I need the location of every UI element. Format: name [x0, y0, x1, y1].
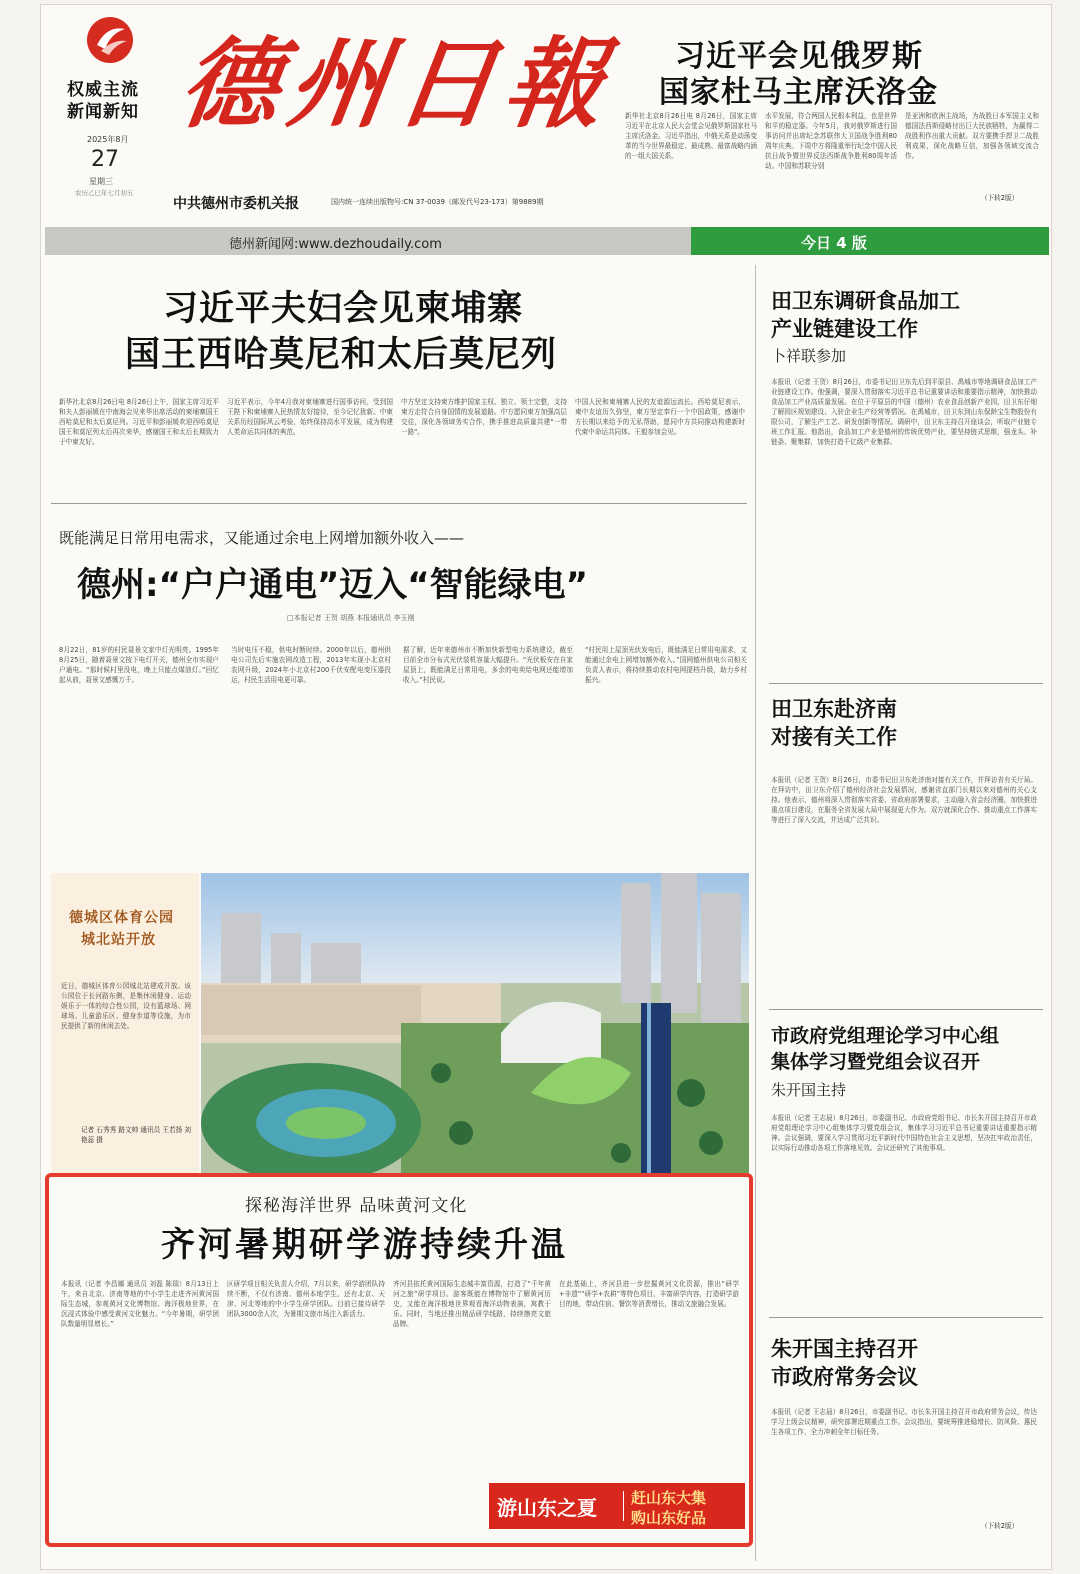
issue-lunar-date: 农历乙巳年七月初五 [75, 189, 134, 197]
story-three-col-2: 当时电压不稳，供电时断时续。2000年以后，德州供电公司先后实施农网改造工程，2013年实现小北京村农网升级，2024年小北京村200千伏安配电变压器投运，村民生活用电更可靠。 [231, 646, 391, 684]
story-two-col-4: 中国人民和柬埔寨人民的友谊源远流长。西哈莫尼表示，柬中友谊历久弥坚，柬方坚定奉行一个中国政策，感谢中方长期以来给予的无私帮助，愿同中方共同推动构建新时代柬中命运共同体。王毅参加会见。 [575, 398, 745, 436]
story-two-headline-line-1: 习近平夫妇会见柬埔寨 [163, 289, 524, 329]
summer-banner-divider [623, 1491, 624, 1521]
top-story-col-1: 新华社北京8月26日电 8月26日，国家主席习近平在北京人民大会堂会见俄罗斯国家杜马主席沃洛金。习近平指出，中俄关系是动荡变革的当今世界最稳定、最成熟、最富战略内涵的一组大国关系。 [625, 112, 757, 160]
story-three-headline: 德州:“户户通电”迈入“智能绿电” [77, 565, 588, 605]
sidebar-headline-line-1: 市政府党组理论学习中心组 [771, 1025, 1000, 1047]
story-three-col-3: 据了解，近年来德州市不断加快新型电力系统建设，截至目前全市分布式光伏装机容量大幅提升。“光伏板安在自家屋顶上，既能满足日常用电，多余的电卖给电网还能增加收入。”村民说。 [403, 646, 573, 684]
photo-caption-text: 近日，德城区体育公园城北站建成开放。该公园位于长河路东侧，是集休闲健身、运动娱乐于一体的综合性公园，设有篮球场、网球场、儿童游乐区、健身步道等设施，为市民提供了新的休闲去处。 [61, 982, 191, 1030]
boxed-story-headline: 齐河暑期研学游持续升温 [161, 1225, 568, 1265]
story-two-headline-line-2: 国王西哈莫尼和太后莫尼列 [125, 335, 558, 375]
sidebar-headline-line-2: 集体学习暨党组会议召开 [771, 1051, 981, 1073]
story-two-col-3: 中方坚定支持柬方维护国家主权、独立、领土完整，支持柬方走符合自身国情的发展道路。中方愿同柬方加强高层交往，深化各领域务实合作，携手推进高质量共建"一带一路"。 [401, 398, 567, 436]
sidebar-headline-line-1: 田卫东赴济南 [771, 697, 897, 721]
website-link[interactable]: 德州新闻网:www.dezhoudaily.com [229, 237, 442, 252]
summer-banner-sub-1: 赶山东大集 [631, 1489, 707, 1507]
sidebar-subhead: 卜祥联参加 [771, 347, 847, 365]
newspaper-page [40, 4, 1052, 1570]
story-three-byline: □本报记者 王贺 胡燕 本报通讯员 李玉刚 [287, 614, 415, 622]
sidebar-text: 本报讯（记者 王志晨）8月26日，市委副书记、市长朱开国主持召开市政府常务会议，传达学习上级会议精神，研究部署近期重点工作。会议指出，要统筹推进稳增长、防风险、惠民生各项工作，全力冲刺全年目标任务。 [771, 1408, 1037, 1436]
issue-info: 国内统一连续出版物号:CN 37-0039（邮发代号23-173）第9889期 [331, 198, 544, 206]
photo-credit: 记者 石秀秀 路文帅 通讯员 王若扬 刘艳蕊 摄 [81, 1126, 191, 1144]
issue-date-day: 27 [91, 147, 119, 172]
sidebar-continued: （下转2版） [981, 1522, 1019, 1530]
summer-banner [489, 1483, 745, 1529]
sidebar-headline-line-1: 田卫东调研食品加工 [771, 289, 960, 313]
paper-name: 德州日報 [172, 27, 622, 142]
masthead [41, 5, 1052, 220]
top-story-col-3: 是亚洲和欧洲主战场，为战胜日本军国主义和德国法西斯侵略付出巨大民族牺牲，为赢得二战胜利作出重大贡献。双方要携手捍卫二战胜利成果，深化战略互信，加强各领域交流合作。 [905, 112, 1039, 160]
sidebar-article-3 [765, 1013, 1047, 1313]
story-two-col-2: 习近平表示，今年4月我对柬埔寨进行国事访问，受到国王陛下和柬埔寨人民热情友好接待，至今记忆犹新。中柬关系历经国际风云考验，始终保持高水平发展，成为构建人类命运共同体的典范。 [227, 398, 393, 436]
boxed-story-col-1: 本报讯（记者 李昌娜 通讯员 刘磊 陈瑞）8月13日上午，来自北京、济南等地的中小学生走进齐河黄河国际生态城，参观黄河文化博物馆、海洋极地世界，在沉浸式体验中感受黄河文化魅力。“今年暑期，研学团队数量明显增长。” [61, 1280, 219, 1328]
issue-date-year-month: 2025年8月 [87, 135, 129, 144]
summer-banner-sub-2: 购山东好品 [631, 1509, 707, 1527]
story-three-kicker: 既能满足日常用电需求，又能通过余电上网增加额外收入—— [59, 529, 465, 547]
sidebar-separator [769, 1317, 1043, 1318]
column-divider [755, 265, 756, 1561]
sports-park-photo [201, 873, 749, 1173]
organ-name: 中共德州市委机关报 [173, 196, 299, 212]
top-headline-line-1: 习近平会见俄罗斯 [675, 39, 923, 74]
boxed-story-col-2: 区研学项目相关负责人介绍，7月以来，研学游团队持续不断，不仅有济南、德州本地学生，还有北京、天津、河北等地的中小学生研学团队。目前已接待研学团队3000余人次，为暑期文旅市场注入新活力。 [227, 1280, 385, 1318]
story-two-col-1: 新华社北京8月26日电 8月26日上午，国家主席习近平和夫人彭丽媛在中南海会见来华出席活动的柬埔寨国王西哈莫尼和太后莫尼列。习近平和彭丽媛欢迎西哈莫尼国王和莫尼列太后再次来华，感谢国王和太后长期致力于中柬友好。 [59, 398, 219, 446]
sidebar-text: 本报讯（记者 王贺）8月26日，市委书记田卫东先后到平原县、禹城市等地调研食品加工产业链建设工作。他强调，要深入贯彻落实习近平总书记重要讲话和重要指示精神，加快推动食品加工产业高质量发展。在位于平原县的中国（德州）农业食品创新产业园，田卫东仔细了解园区规划建设、入驻企业生产经营等情况。在禹城市，田卫东到山东保龄宝生物股份有限公司，了解生产工艺、研发创新等情况。调研中，田卫东主持召开座谈会，听取产业链专班工作汇报。他指出，食品加工产业是德州的传统优势产业，要坚持链式思维，强龙头、补链条、聚集群，加快打造千亿级产业集群。 [771, 378, 1037, 446]
sidebar-headline-line-2: 对接有关工作 [771, 725, 897, 749]
sidebar-subhead: 朱开国主持 [771, 1081, 847, 1099]
website-bar [45, 227, 1049, 255]
boxed-story-col-4: 在此基础上，齐河县进一步挖掘黄河文化资源，推出“研学+非遗”“研学+农耕”等特色项目，丰富研学内容，打造研学游目的地，带动住宿、餐饮等消费增长，推动文旅融合发展。 [559, 1280, 739, 1308]
slogan-line-2: 新闻新知 [67, 102, 139, 122]
photo-caption-title-2: 城北站开放 [81, 932, 156, 948]
boxed-story-col-3: 齐河县依托黄河国际生态城丰富资源，打造了“千年黄河之旅”研学项目。游客既能在博物馆中了解黄河历史，又能在海洋极地世界观看海洋动物表演，寓教于乐。同时，当地还推出精品研学线路，持续擦亮文旅品牌。 [393, 1280, 551, 1328]
sidebar-article-1 [765, 273, 1047, 683]
sidebar-article-2 [765, 685, 1047, 1005]
boxed-story [45, 1173, 753, 1547]
sidebar-headline-line-1: 朱开国主持召开 [771, 1337, 918, 1361]
top-headline-line-2: 国家杜马主席沃洛金 [659, 75, 938, 110]
boxed-story-kicker: 探秘海洋世界 品味黄河文化 [245, 1196, 468, 1216]
sidebar-article-4 [765, 1321, 1047, 1561]
sidebar-text: 本报讯（记者 王志晨）8月26日，市委副书记、市政府党组书记、市长朱开国主持召开市政府党组理论学习中心组集体学习暨党组会议，集体学习习近平总书记重要讲话重要指示精神。会议强调，要深入学习贯彻习近平新时代中国特色社会主义思想，坚决扛牢政治责任，以实际行动推动各项工作落地见效。会议还研究了其他事项。 [771, 1114, 1037, 1152]
top-story-col-2: 水平发展，符合两国人民根本利益，也是世界和平的稳定器。今年5月，我对俄罗斯进行国事访问并出席纪念苏联伟大卫国战争胜利80周年庆典。下周中方将隆重举行纪念中国人民抗日战争暨世界反法西斯战争胜利80周年活动。中国和苏联分别 [765, 112, 897, 170]
sidebar-separator [769, 1009, 1043, 1010]
logo-icon [85, 15, 135, 65]
top-story-continued: （下转2版） [981, 194, 1019, 202]
photo-caption-title-1: 德城区体育公园 [69, 910, 174, 926]
photo-caption-box [51, 873, 199, 1173]
story-three-col-4: “村民用上屋顶光伏发电后，既能满足日常用电需求，又能通过余电上网增加额外收入。”国网德州供电公司相关负责人表示，将持续推动农村电网提档升级，助力乡村振兴。 [585, 646, 747, 684]
separator [51, 503, 747, 504]
pages-badge-bg [691, 227, 1049, 255]
story-three-col-1: 8月22日，81岁的村民聂景文家中灯光明亮。1995年8月25日，随着聂景文按下电灯开关，德州全市实现户户通电。“那时候村里没电，晚上只能点煤油灯。”回忆起从前，聂景文感慨万千。 [59, 646, 219, 684]
sidebar-separator [769, 683, 1043, 684]
issue-weekday: 星期三 [89, 177, 113, 186]
slogan-line-1: 权威主流 [67, 80, 139, 100]
pages-badge: 今日 4 版 [801, 234, 867, 252]
sidebar-headline-line-2: 产业链建设工作 [771, 317, 918, 341]
sidebar-text: 本报讯（记者 王贺）8月26日，市委书记田卫东赴济南对接有关工作，并拜访省有关厅局。在拜访中，田卫东介绍了德州经济社会发展情况，感谢省直部门长期以来对德州的关心支持。他表示，德州将深入贯彻落实省委、省政府部署要求，主动融入省会经济圈，加快推进重点项目建设，在服务全省发展大局中展现更大作为。双方就深化合作、推动重点工作落实等进行了深入交流，并达成广泛共识。 [771, 776, 1037, 824]
sidebar-headline-line-2: 市政府常务会议 [771, 1365, 918, 1389]
summer-banner-main: 游山东之夏 [497, 1496, 597, 1520]
